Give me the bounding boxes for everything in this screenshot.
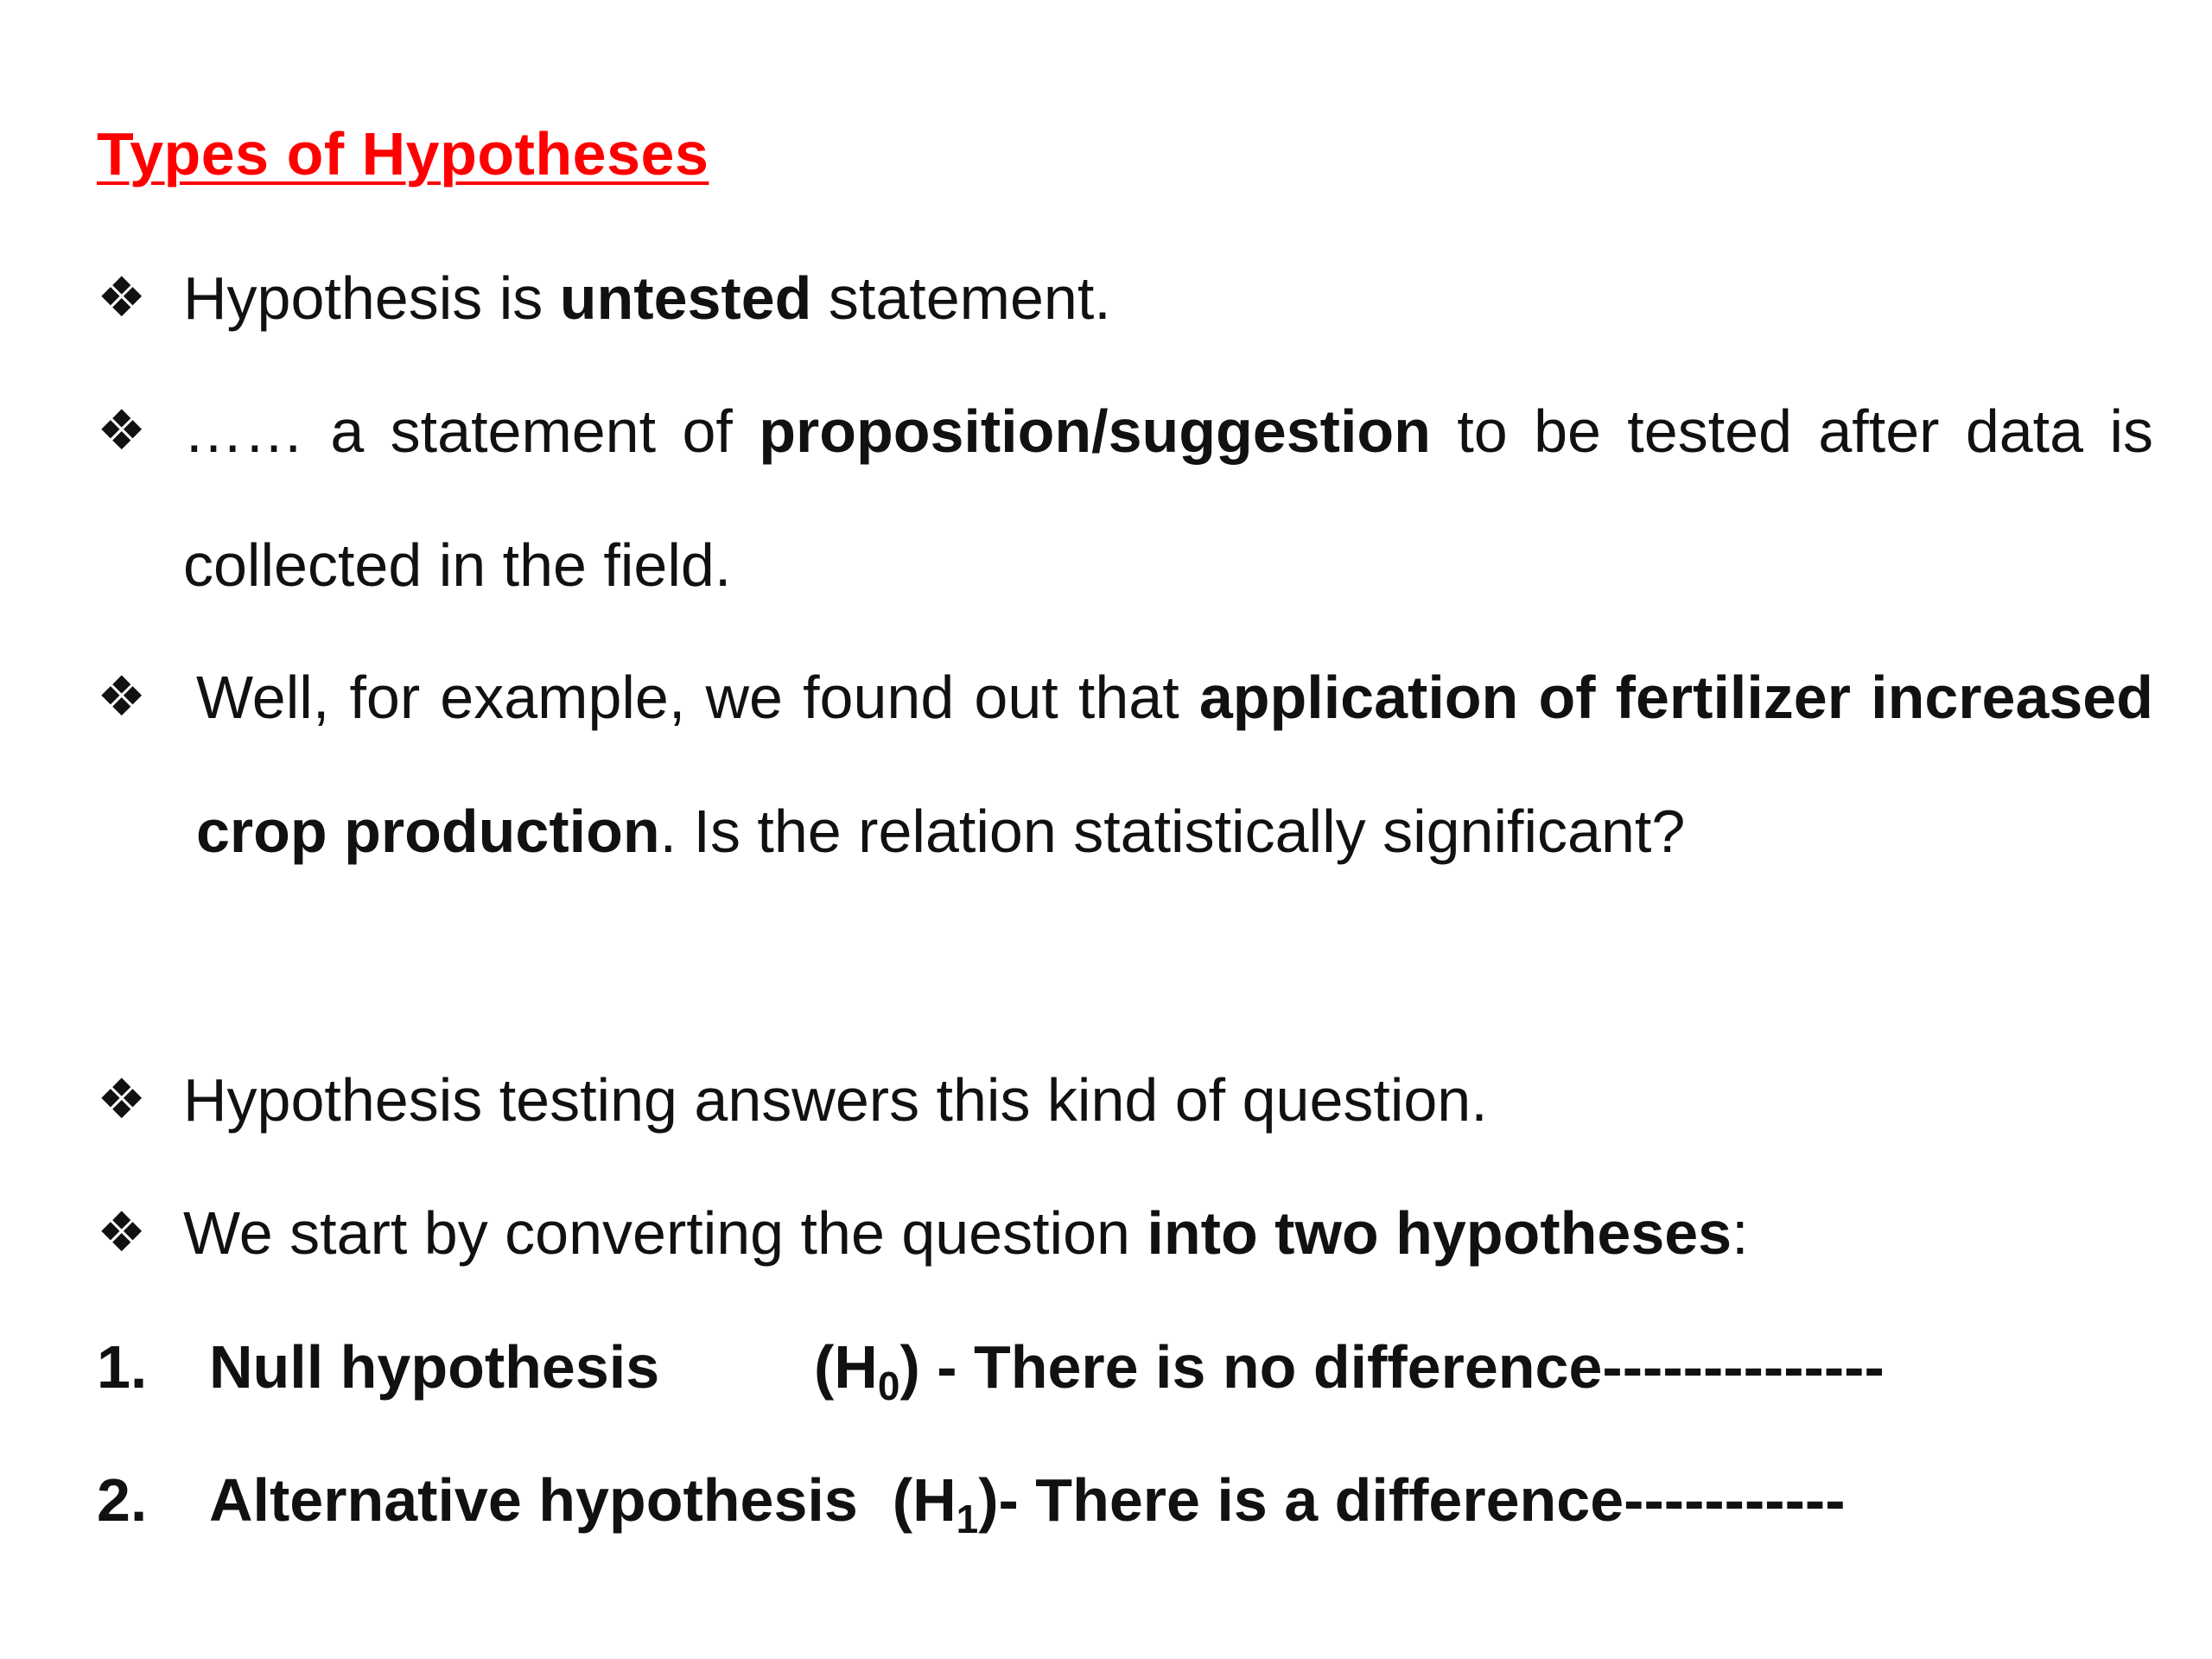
bullet-item (97, 365, 2153, 632)
diamond-bullet-icon: ❖ (97, 1068, 147, 1132)
diamond-bullet-icon: ❖ (97, 266, 147, 330)
bullet-text: Hypothesis is untested statement. (183, 264, 1111, 332)
bullet-text: We start by converting the question into two hypotheses: (183, 1199, 1749, 1267)
bullet-emphasis: application of fertilizer increased crop production (196, 664, 2153, 865)
hypothesis-symbol: $(H_1)$ (892, 1466, 999, 1541)
hypothesis-symbol: $(H_0)$ (814, 1333, 920, 1408)
bullet-text: …… a statement of proposition/suggestion to be tested after data is collected in the field. (183, 397, 2153, 599)
diamond-bullet-icon: ❖ (97, 399, 147, 463)
alternative-hypothesis-item (97, 1433, 1846, 1567)
list-number: 2. (97, 1466, 148, 1534)
hypothesis-description: - There is no difference-------------- (919, 1333, 1885, 1401)
list-number: 1. (97, 1333, 148, 1401)
bullet-item (97, 1033, 2153, 1167)
bullet-item (97, 631, 2153, 899)
bullet-item (97, 232, 2153, 365)
bullet-emphasis: untested (559, 264, 812, 332)
diamond-bullet-icon: ❖ (97, 1201, 147, 1265)
hypothesis-label: Alternative hypothesis (209, 1466, 858, 1534)
bullet-text: Well, for example, we found out that application of fertilizer increased crop production. Is the relation statistically significant? (196, 664, 2153, 865)
bullet-emphasis: into two hypotheses (1147, 1199, 1732, 1267)
bullet-emphasis: proposition/suggestion (759, 397, 1431, 465)
hypothesis-description: - There is a difference----------- (998, 1466, 1846, 1534)
diamond-bullet-icon: ❖ (97, 665, 147, 729)
slide-title: Types of Hypotheses (97, 120, 709, 188)
bullet-text: Hypothesis testing answers this kind of question. (183, 1066, 1488, 1134)
bullet-item (97, 1166, 2153, 1300)
hypothesis-label: Null hypothesis (209, 1333, 660, 1401)
null-hypothesis-item (97, 1300, 1885, 1434)
